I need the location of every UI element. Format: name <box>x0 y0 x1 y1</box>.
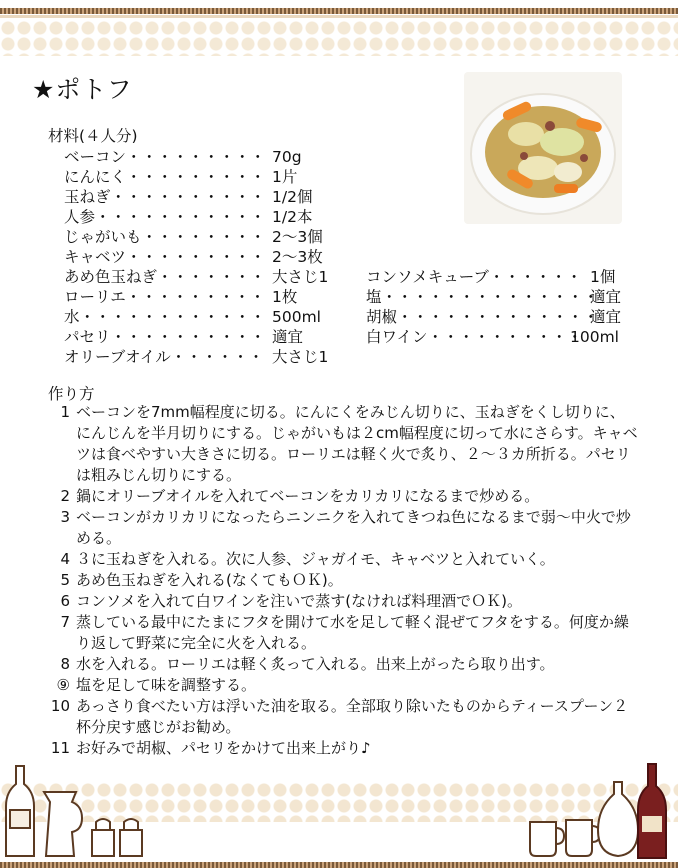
step-number: 10 <box>50 697 70 715</box>
decanter-icon <box>598 782 638 856</box>
kitchen-items-illustration <box>0 762 678 862</box>
step-number: 7 <box>60 613 70 631</box>
step-text: ３に玉ねぎを入れる。次に人参、ジャガイモ、キャベツと入れていく。 <box>76 550 555 568</box>
ingredient-name: 水・・・・・・・・・・・・ <box>64 308 266 326</box>
ingredient-name: コンソメキューブ・・・・・・ <box>366 268 582 286</box>
step-item <box>48 696 638 738</box>
ingredient-amount: 2〜3個 <box>272 228 323 246</box>
potofu-photo <box>464 72 622 224</box>
ingredient-amount: 1/2個 <box>272 188 313 206</box>
step-text: コンソメを入れて白ワインを注いで蒸す(なければ料理酒でＯＫ)。 <box>76 592 522 610</box>
ingredient-amount: 1片 <box>272 168 298 186</box>
step-item <box>48 738 638 759</box>
ingredient-name: 人参・・・・・・・・・・・ <box>64 208 266 226</box>
ingredient-amount: 適宜 <box>272 328 304 346</box>
bottom-decorative-border <box>0 762 678 868</box>
step-item <box>48 591 638 612</box>
ingredient-amount: 500ml <box>272 308 321 326</box>
ingredient-amount: 1枚 <box>272 288 298 306</box>
ingredient-name: 白ワイン・・・・・・・・・・ <box>366 328 583 346</box>
step-text: 鍋にオリーブオイルを入れてベーコンをカリカリになるまで炒める。 <box>76 487 540 505</box>
step-item <box>48 675 638 696</box>
ingredient-name: じゃがいも・・・・・・・・ <box>64 228 266 246</box>
ingredient-name: 塩・・・・・・・・・・・・・・ <box>366 288 599 306</box>
step-number: 5 <box>60 571 70 589</box>
step-number: ⑨ <box>56 676 70 694</box>
method-heading: 作り方 <box>48 385 95 403</box>
step-number: 2 <box>60 487 70 505</box>
step-item <box>48 570 638 591</box>
cup-icon <box>566 820 592 856</box>
step-number: 8 <box>60 655 70 673</box>
ingredient-amount: 大さじ1 <box>272 348 329 366</box>
step-item <box>48 507 638 549</box>
step-number: 1 <box>60 403 70 421</box>
pitcher-icon <box>44 792 82 856</box>
step-item <box>48 402 638 486</box>
ingredient-amount: 1/2本 <box>272 208 313 226</box>
page-title: ★ポトフ <box>32 75 133 104</box>
ingredient-amount: 100ml <box>570 328 619 346</box>
ingredient-amount: 2〜3枚 <box>272 248 323 266</box>
step-text: ベーコンがカリカリになったらニンニクを入れてきつね色になるまで弱〜中火で炒める。 <box>76 508 631 547</box>
top-stripe-light <box>0 15 678 18</box>
ingredient-name: にんにく・・・・・・・・・ <box>64 168 266 186</box>
ingredient-name: 玉ねぎ・・・・・・・・・・ <box>64 188 266 206</box>
step-text: 水を入れる。ローリエは軽く炙って入れる。出来上がったら取り出す。 <box>76 655 555 673</box>
ingredient-amount: 適宜 <box>590 308 622 326</box>
ingredient-name: ローリエ・・・・・・・・・ <box>64 288 266 306</box>
step-text: ベーコンを7mm幅程度に切る。にんにくをみじん切りに、玉ねぎをくし切りに、にんじんを半月切りにする。じゃがいもは２cm幅程度に切って水にさらす。キャベツは食べやすい大きさに切る。ローリエは軽く火で炙り、２〜３カ所折る。パセリは粗みじん切りにする。 <box>76 403 638 484</box>
step-text: お好みで胡椒、パセリをかけて出来上がり♪ <box>76 739 371 757</box>
top-stripe <box>0 8 678 14</box>
step-number: 11 <box>50 739 70 757</box>
materials-heading: 材料(４人分) <box>48 127 138 145</box>
top-dot-pattern <box>0 20 678 56</box>
step-number: 4 <box>60 550 70 568</box>
ingredient-amount: 適宜 <box>590 288 622 306</box>
step-text: 蒸している最中にたまにフタを開けて水を足して軽く混ぜてフタをする。何度か繰り返して野菜に完全に火を入れる。 <box>76 613 629 652</box>
step-item <box>48 612 638 654</box>
jar-icon <box>120 830 142 856</box>
ingredient-name: 胡椒・・・・・・・・・・・・・ <box>366 308 599 326</box>
step-item <box>48 654 638 675</box>
step-text: あっさり食べたい方は浮いた油を取る。全部取り除いたものからティースプーン２杯分戻す感じがお勧め。 <box>76 697 629 736</box>
ingredient-name: オリーブオイル・・・・・・ <box>64 348 264 366</box>
ingredient-amount: 70g <box>272 148 302 166</box>
ingredient-name: あめ色玉ねぎ・・・・・・・ <box>64 268 266 286</box>
step-number: 3 <box>60 508 70 526</box>
step-text: 塩を足して味を調整する。 <box>76 676 257 694</box>
ingredient-name: キャベツ・・・・・・・・・ <box>64 248 266 266</box>
wine-bottle-icon <box>638 764 666 858</box>
ingredient-name: ベーコン・・・・・・・・・ <box>64 148 266 166</box>
bottom-stripe <box>0 862 678 868</box>
ingredient-name: パセリ・・・・・・・・・・ <box>64 328 266 346</box>
ingredient-amount: 1個 <box>590 268 616 286</box>
jar-icon <box>92 830 114 856</box>
cup-icon <box>530 822 556 856</box>
step-item <box>48 486 638 507</box>
step-text: あめ色玉ねぎを入れる(なくてもＯＫ)。 <box>76 571 343 589</box>
top-decorative-border <box>0 0 678 58</box>
step-item <box>48 549 638 570</box>
ingredient-amount: 大さじ1 <box>272 268 329 286</box>
method-steps <box>48 402 638 759</box>
step-number: 6 <box>60 592 70 610</box>
